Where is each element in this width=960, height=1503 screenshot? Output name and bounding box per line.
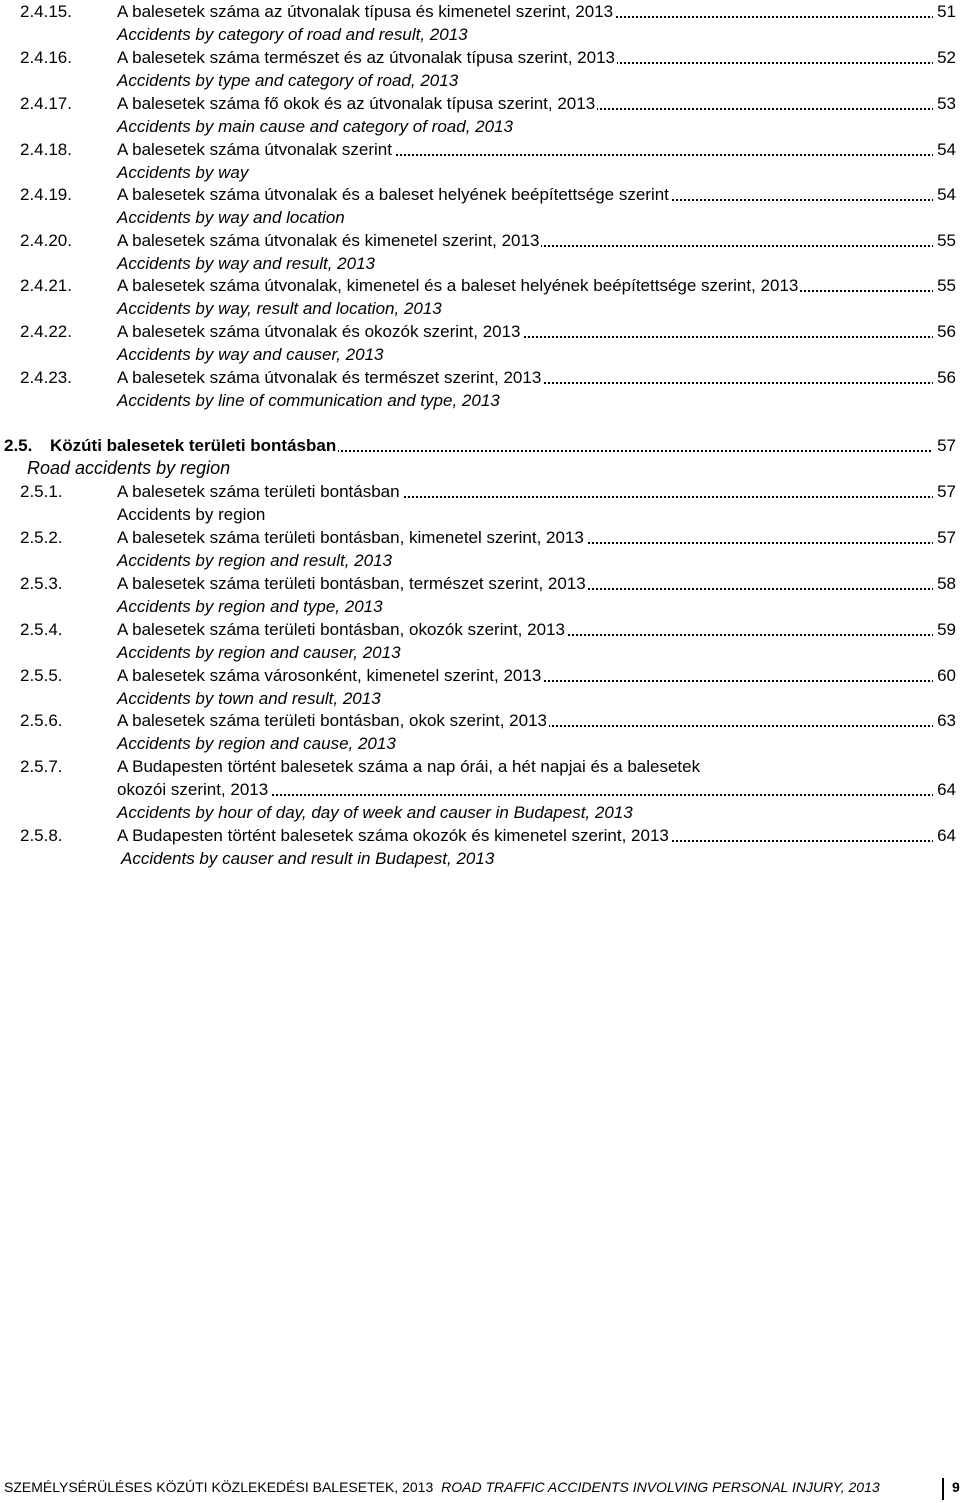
entry-number: 2.4.17. [20,94,72,113]
entry-subtitle: Accidents by region and cause, 2013 [117,734,396,753]
toc-entry[interactable] [0,572,960,616]
entry-number: 2.5.2. [20,528,63,547]
entry-title: A balesetek száma területi bontásban, okozók szerint, 2013 [117,618,938,641]
toc-entry[interactable] [0,709,960,753]
entry-page: 51 [933,0,956,23]
entry-page: 54 [933,138,956,161]
entry-title: A balesetek száma útvonalak és kimenetel szerint, 2013 [117,229,938,252]
section-title: Közúti balesetek területi bontásban [50,434,938,457]
toc-entry[interactable] [0,480,960,524]
entry-number: 2.4.20. [20,231,72,250]
entry-subtitle: Accidents by region and result, 2013 [117,551,393,570]
toc-entry[interactable] [0,664,960,708]
entry-number: 2.4.15. [20,2,72,21]
entry-title: A balesetek száma fő okok és az útvonalak típusa szerint, 2013 [117,92,938,115]
entry-page: 64 [933,778,956,801]
entry-subtitle: Accidents by region [117,505,266,524]
entry-subtitle: Accidents by region and type, 2013 [117,597,383,616]
toc-entry[interactable] [0,320,960,364]
entry-number: 2.5.5. [20,666,63,685]
entry-page: 52 [933,46,956,69]
entry-page: 64 [933,824,956,847]
toc-entry[interactable] [0,824,960,868]
entry-number: 2.5.1. [20,482,63,501]
footer-title-hu: SZEMÉLYSÉRÜLÉSES KÖZÚTI KÖZLEKEDÉSI BALESETEK, 2013 [4,1479,434,1495]
entry-page: 55 [933,229,956,252]
entry-title: A Budapesten történt balesetek száma a nap órái, a hét napjai és a balesetek [117,757,701,776]
entry-title: A balesetek száma útvonalak és a baleset helyének beépítettsége szerint [117,183,938,206]
entry-title: A balesetek száma területi bontásban, okok szerint, 2013 [117,709,938,732]
entry-subtitle: Accidents by line of communication and type, 2013 [117,391,500,410]
footer-page-number: 9 [952,1479,960,1495]
entry-subtitle: Accidents by way [117,163,249,182]
entry-title: A balesetek száma természet és az útvonalak típusa szerint, 2013 [117,46,938,69]
entry-number: 2.4.22. [20,322,72,341]
entry-subtitle: Accidents by type and category of road, 2013 [117,71,459,90]
entry-subtitle: Accidents by hour of day, day of week and causer in Budapest, 2013 [117,803,633,822]
entry-title: A balesetek száma területi bontásban, kimenetel szerint, 2013 [117,526,938,549]
toc-entry[interactable] [0,274,960,318]
entry-title: A balesetek száma útvonalak és okozók szerint, 2013 [117,320,938,343]
entry-page: 54 [933,183,956,206]
entry-page: 60 [933,664,956,687]
entry-number: 2.5.4. [20,620,63,639]
toc-entry[interactable] [0,46,960,90]
section-page: 57 [933,434,956,457]
entry-subtitle: Accidents by category of road and result, 2013 [117,25,468,44]
entry-number: 2.4.21. [20,276,72,295]
toc-entry[interactable] [0,755,960,822]
entry-title: A balesetek száma útvonalak és természet szerint, 2013 [117,366,938,389]
footer-separator [942,1478,944,1500]
toc-entry[interactable] [0,618,960,662]
toc-entry[interactable] [0,0,960,44]
entry-page: 55 [933,274,956,297]
toc-entry[interactable] [0,138,960,182]
toc-entry[interactable] [0,229,960,273]
entry-page: 53 [933,92,956,115]
page-footer [4,1478,880,1496]
entry-number: 2.5.7. [20,757,63,776]
entry-subtitle: Accidents by causer and result in Budapest, 2013 [121,849,495,868]
section-subtitle: Road accidents by region [27,458,231,478]
entry-page: 58 [933,572,956,595]
entry-page: 57 [933,526,956,549]
entry-title: A balesetek száma útvonalak szerint [117,138,938,161]
entry-subtitle: Accidents by way and location [117,208,345,227]
entry-title: A balesetek száma az útvonalak típusa és kimenetel szerint, 2013 [117,0,938,23]
entry-page: 56 [933,366,956,389]
toc-entry[interactable] [0,366,960,410]
entry-title-continued: okozói szerint, 2013 [117,778,938,801]
entry-subtitle: Accidents by main cause and category of road, 2013 [117,117,513,136]
entry-page: 57 [933,480,956,503]
entry-page: 56 [933,320,956,343]
entry-title: A balesetek száma útvonalak, kimenetel és a baleset helyének beépítettsége szerint, 2013 [117,274,938,297]
entry-number: 2.4.23. [20,368,72,387]
entry-number: 2.4.19. [20,185,72,204]
toc-entry[interactable] [0,526,960,570]
entry-subtitle: Accidents by town and result, 2013 [117,689,381,708]
entry-number: 2.4.18. [20,140,72,159]
entry-subtitle: Accidents by way, result and location, 2013 [117,299,442,318]
entry-number: 2.5.3. [20,574,63,593]
toc-entry[interactable] [0,183,960,227]
entry-subtitle: Accidents by region and causer, 2013 [117,643,401,662]
entry-title: A balesetek száma területi bontásban, természet szerint, 2013 [117,572,938,595]
entry-title: A Budapesten történt balesetek száma okozók és kimenetel szerint, 2013 [117,824,938,847]
toc-entry[interactable] [0,92,960,136]
footer-title-en: ROAD TRAFFIC ACCIDENTS INVOLVING PERSONAL INJURY, 2013 [441,1479,880,1495]
section-number: 2.5. [4,436,33,455]
entry-number: 2.5.8. [20,826,63,845]
entry-number: 2.5.6. [20,711,63,730]
entry-page: 63 [933,709,956,732]
toc-section-heading[interactable] [0,434,960,478]
entry-subtitle: Accidents by way and causer, 2013 [117,345,384,364]
entry-number: 2.4.16. [20,48,72,67]
entry-title: A balesetek száma városonként, kimenetel szerint, 2013 [117,664,938,687]
entry-page: 59 [933,618,956,641]
entry-title: A balesetek száma területi bontásban [117,480,938,503]
entry-subtitle: Accidents by way and result, 2013 [117,254,375,273]
